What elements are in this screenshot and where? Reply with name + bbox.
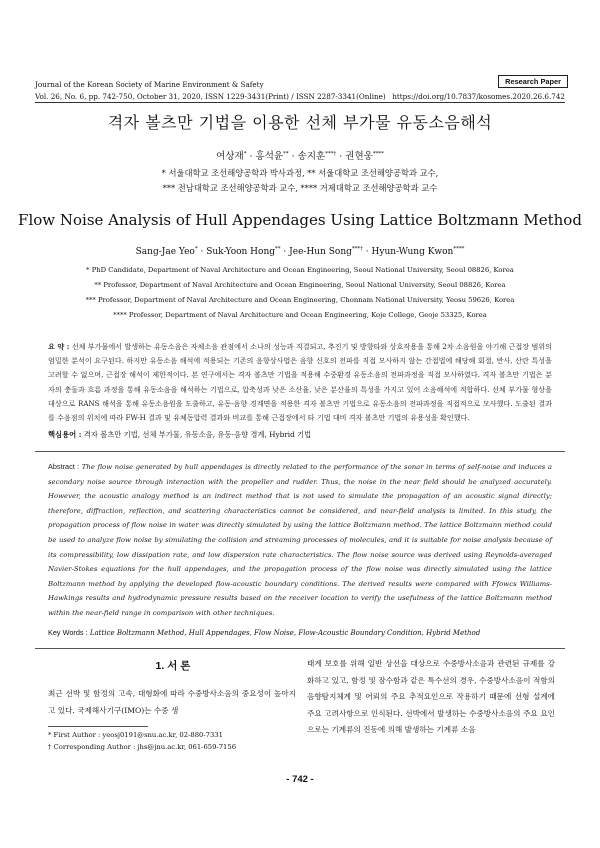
author-name: Jee-Hun Song [289,247,352,257]
keywords-divider [35,648,565,649]
author-separator: · [339,151,343,162]
english-keywords-label: Key Words : [48,628,88,637]
author-separator: · [200,247,204,257]
english-keywords-text: Lattice Boltzmann Method, Hull Appendages, Flow Noise, Flow-Acoustic Boundary Condition, Hybrid Method [89,629,481,637]
doi-link[interactable]: https://doi.org/10.7837/kosomes.2020.26.6.742 [392,92,565,101]
english-keywords [48,628,552,637]
author-mark: * [243,150,247,157]
korean-keywords [48,430,552,440]
author-mark: ***† [325,150,337,157]
korean-keywords-text: 격자 볼츠만 기법, 선체 부가물, 유동소음, 유동-음향 경계, Hybrid 기법 [83,430,312,439]
section-heading: 1. 서 론 [155,660,191,672]
author-name: 홍석윤 [255,151,284,162]
korean-keywords-label: 핵심용어 : [48,430,82,439]
author-name: Sang-Jae Yeo [135,247,195,257]
volume-line [35,92,565,101]
korean-authors [0,148,600,162]
english-abstract-label: Abstract : [48,462,80,471]
first-author-footnote: * First Author : yeosj0191@snu.ac.kr, 02-880-7331 [48,731,223,739]
english-abstract-text: The flow noise generated by hull appendages is directly related to the performance of the sonar in terms of self-noise and induces a secondary noise source through interaction with the propeller and rudder. Thus, the noise in the near field should be analyzed accurately. However, the acoustic analogy method is an indirect method that is not used to simulate the propagation of an acoustic signal directly; therefore, diffraction, reflection, and scattering characteristics cannot be considered, and near-field analysis is limited. In this study, the propagation process of flow noise in water was directly simulated by using the lattice Boltzmann method. The lattice Boltzmann method could be used to analyze flow noise by simulating the collision and streaming processes of molecules, and it is suitable for noise analysis because of its compressibility, low dissipation rate, and low dispersion rate characteristics. The flow noise source was derived using Reynolds-averaged Navier-Stokes equations for the hull appendages, and the propagation process of the flow noise was directly simulated using the lattice Boltzmann method by applying the developed flow-acoustic boundary conditions. The derived results were compared with Ffowcs Williams-Hawkings results and hydrodynamic pressure results based on the receiver location to verify the usefulness of the lattice Boltzmann method within the near-field range in comparison with other techniques. [48,463,552,617]
article-type-badge: Research Paper [498,75,568,88]
header-rule [35,102,565,103]
korean-affiliation: *** 전남대학교 조선해양공학과 교수, **** 거제대학교 조선해양공학과 교수 [162,183,438,193]
footnote-rule [48,726,148,727]
body-column-left: 최근 선박 및 함정의 고속, 대형화에 따라 수중방사소음의 중요성이 높아지고 있다. 국제해사기구(IMO)는 수중 생 [48,689,296,715]
author-separator: · [291,151,295,162]
author-mark: **** [372,150,384,157]
korean-abstract-text: 선체 부가물에서 발생하는 유동소음은 자체소음 관점에서 소나의 성능과 직결되고, 추진기 및 방향타와 상호작용을 통해 2차 소음원을 야기해 근접장 범위의 엄밀한 분석이 요구된다. 하지만 유동소음 해석에 적용되는 기존의 음향상사법은 음향 신호의 전파를 직접 모사하지 않는 간접법에 해당해 회절, 반사, 산란 특성을 고려할 수 없으며, 근접장 해석이 제한적이다. 본 연구에서는 격자 볼츠만 기법을 적용해 수중환경 유동소음의 전파과정을 직접 모사하였다. 격자 볼츠만 기법은 분자의 충돌과 흐름 과정을 통해 유동소음을 해석하는 기법으로, 압축성과 낮은 소산율, 낮은 분산율의 특성을 가지고 있어 소음해석에 적합하다. 선체 부가물 형상을 대상으로 RANS 해석을 통해 유동소음원을 도출하고, 유동-음향 경계면을 적용한 격자 볼츠만 기법으로 유동소음의 전파과정을 직접적으로 모사했다. 도출된 결과를 수음점의 위치에 따라 FW-H 결과 및 유체동압력 결과와 비교를 통해 근접장에서 타 기법 대비 격자 볼츠만 기법의 유용성을 확인했다. [48,342,553,423]
english-authors [0,246,600,257]
korean-abstract-label: 요 약 : [48,342,70,351]
abstract-divider [35,451,565,452]
author-separator: · [365,247,369,257]
english-affiliation: **** Professor, Department of Naval Architecture and Ocean Engineering, Koje College, Geoje 53325, Korea [113,311,487,319]
corresponding-author-footnote: † Corresponding Author : jhs@jnu.ac.kr, 061-659-7156 [48,743,237,751]
author-mark: * [194,246,198,252]
author-mark: ** [275,246,281,252]
english-affiliation: ** Professor, Department of Naval Architecture and Ocean Engineering, Seoul National University, Seoul 08826, Korea [94,281,506,289]
author-mark: ***† [351,246,363,252]
journal-name: Journal of the Korean Society of Marine Environment & Safety [35,80,264,89]
body-column-right: 태계 보호를 위해 일반 상선을 대상으로 수중방사소음과 관련된 규제를 강화하고 있고, 함정 및 잠수함과 같은 특수선의 경우, 수중방사소음이 적함의 음향탐지체계 및 어뢰의 주요 추적요인으로 작용하기 때문에 선형 설계에 주요 고려사항으로 인식된다. 선박에서 발생하는 수중방사소음의 주요 요인으로는 기계류의 진동에 의해 발생하는 기계류 소음 [307,659,555,734]
author-name: 여상재 [216,151,244,162]
author-separator: · [249,151,253,162]
english-abstract [48,460,552,621]
volume-info: Vol. 26, No. 6, pp. 742-750, October 31, 2020, ISSN 1229-3431(Print) / ISSN 2287-3341(Online) [35,92,386,101]
english-affiliation: * PhD Candidate, Department of Naval Architecture and Ocean Engineering, Seoul National University, Seoul 08826, Korea [86,266,514,274]
korean-affiliation: * 서울대학교 조선해양공학과 박사과정, ** 서울대학교 조선해양공학과 교수, [161,168,439,178]
author-mark: ** [283,150,289,157]
korean-title: 격자 볼츠만 기법을 이용한 선체 부가물 유동소음해석 [107,113,493,132]
author-name: Suk-Yoon Hong [206,247,276,257]
author-name: Hyun-Wung Kwon [371,247,454,257]
page-number: - 742 - [286,774,314,785]
author-name: 권현웅 [345,151,373,162]
author-mark: **** [453,246,465,252]
korean-abstract [48,340,552,425]
author-name: 송지훈 [297,151,326,162]
english-title: Flow Noise Analysis of Hull Appendages Using Lattice Boltzmann Method [18,211,582,229]
english-affiliation: *** Professor, Department of Naval Architecture and Ocean Engineering, Chonnam National University, Yeosu 59626, Korea [85,296,515,304]
author-separator: · [283,247,287,257]
